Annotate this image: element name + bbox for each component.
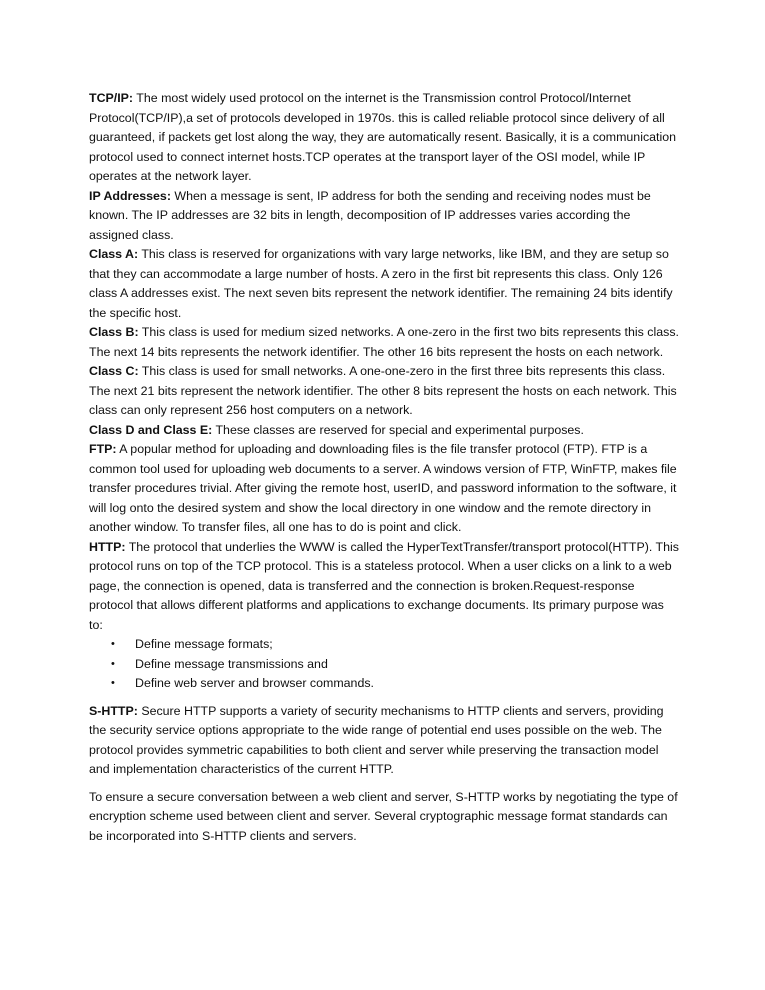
section-s-http	[89, 702, 681, 780]
purpose-list	[89, 635, 681, 694]
section-heading: Class A:	[89, 247, 139, 261]
section-tcp-ip	[89, 89, 681, 187]
section-text: This class is reserved for organizations with vary large networks, like IBM, and they are setup so that they can accommodate a large number of hosts. A zero in the first bit represents this class. Only 126 class A addresses exist. The next seven bits represent the network identifier. The remaining 24 bits identify the specific host.	[89, 247, 673, 320]
list-item-text: Define message transmissions and	[135, 656, 328, 671]
section-heading: IP Addresses:	[89, 188, 171, 203]
section-heading: S-HTTP:	[89, 703, 138, 718]
section-text: These classes are reserved for special and experimental purposes.	[212, 422, 584, 437]
list-item-text: Define web server and browser commands.	[135, 676, 374, 690]
section-heading: FTP:	[89, 442, 117, 456]
bullet-icon: •	[111, 677, 115, 689]
section-ftp	[89, 440, 681, 538]
section-text: Secure HTTP supports a variety of security mechanisms to HTTP clients and servers, providing the security service options appropriate to the wide range of potential end uses possible on the web. The protocol provides symmetric capabilities to both client and server while preserving the transaction model and implementation characteristics of the current HTTP.	[89, 703, 664, 776]
section-text: The protocol that underlies the WWW is called the HyperTextTransfer/transport protocol(HTTP). This protocol runs on top of the TCP protocol. This is a stateless protocol. When a user clicks on a link to a web page, the connection is opened, data is transferred and the connection is broken.Request-response protocol that allows different platforms and applications to exchange documents. Its primary purpose was to:	[89, 539, 679, 632]
section-text: This class is used for small networks. A one-one-zero in the first three bits represents this class. The next 21 bits represent the network identifier. The other 8 bits represent the hosts on each network. This class can only represent 256 host computers on a network.	[89, 364, 677, 417]
bullet-icon: •	[111, 657, 115, 670]
document-body	[89, 89, 681, 846]
bullet-icon: •	[111, 638, 115, 650]
list-item	[111, 655, 681, 675]
closing-paragraph: To ensure a secure conversation between a web client and server, S-HTTP works by negotiating the type of encryption scheme used between client and server. Several cryptographic message format standards can be incorporated into S-HTTP clients and servers.	[89, 789, 678, 843]
section-class-d-e	[89, 421, 681, 441]
section-heading: Class B:	[89, 325, 139, 339]
section-heading: TCP/IP:	[89, 91, 134, 105]
section-class-b	[89, 323, 681, 362]
section-heading: HTTP:	[89, 539, 126, 554]
section-http	[89, 538, 681, 636]
section-text: When a message is sent, IP address for both the sending and receiving nodes must be known. The IP addresses are 32 bits in length, decomposition of IP addresses varies according the assigned class.	[89, 188, 651, 242]
section-heading: Class C:	[89, 364, 139, 378]
section-heading: Class D and Class E:	[89, 422, 213, 437]
section-ip-addresses	[89, 187, 681, 246]
section-text: A popular method for uploading and downloading files is the file transfer protocol (FTP). FTP is a common tool used for uploading web documents to a server. A windows version of FTP, WinFTP, makes file transfer procedures trivial. After giving the remote host, userID, and password information to the software, it will log onto the desired system and show the local directory in one window and the remote directory in another window. To transfer files, all one has to do is point and click.	[89, 442, 677, 534]
section-text: This class is used for medium sized networks. A one-zero in the first two bits represents this class. The next 14 bits represents the network identifier. The other 16 bits represent the hosts on each network.	[89, 325, 679, 359]
section-class-a	[89, 245, 681, 323]
section-text: The most widely used protocol on the internet is the Transmission control Protocol/Internet Protocol(TCP/IP),a set of protocols developed in 1970s. this is called reliable protocol since delivery of all guaranteed, if packets get lost along the way, they are automatically resent. Basically, it is a communication protocol used to connect internet hosts.TCP operates at the transport layer of the OSI model, while IP operates at the network layer.	[89, 91, 677, 183]
list-item	[111, 635, 681, 655]
list-item	[111, 674, 681, 694]
section-class-c	[89, 362, 681, 421]
list-item-text: Define message formats;	[135, 637, 273, 651]
